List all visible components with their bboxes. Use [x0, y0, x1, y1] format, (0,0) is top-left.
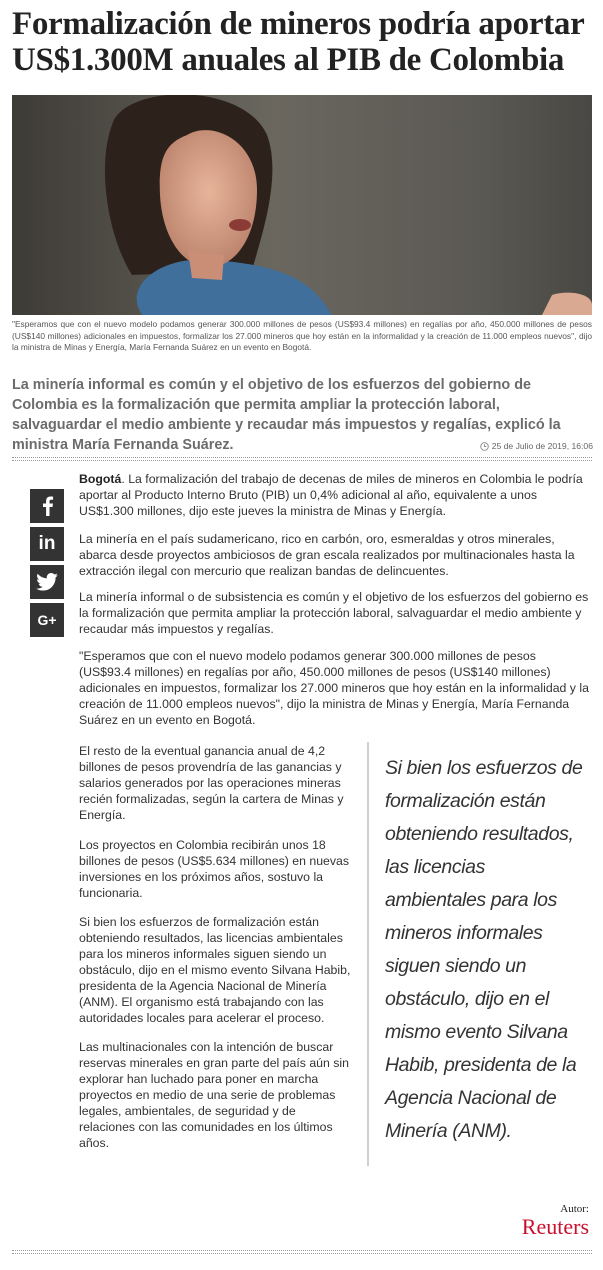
pull-quote: Si bien los esfuerzos de formalización están obteniendo resultados, las licencias ambientales para los mineros informales siguen siendo un obstáculo, dijo en el mismo evento Silvana Habib, presidenta de la Agencia Nacional de Minería (ANM).	[385, 757, 583, 1142]
article-paragraph-7: Si bien los esfuerzos de formalización están obteniendo resultados, las licencias ambientales para los mineros informales siguen siendo un obstáculo, dijo en el mismo evento Silvana Habib, presidenta de la Agencia Nacional de Minería (ANM). El organismo está trabajando con las autoridades locales para acelerar el proceso.	[79, 915, 351, 1025]
photo-caption: "Esperamos que con el nuevo modelo podamos generar 300.000 millones de pesos (US$93.4 millones) en regalías por año, 450.000 millones de pesos (US$140 millones) adicionales en impuestos, formalizar los 27.000 mineros que hoy están en la informalidad y la creación de 11.000 empleos nuevos", dijo la ministra de Minas y Energía, María Fernanda Suárez en un evento en Bogotá.	[12, 319, 592, 353]
googleplus-icon: G+	[37, 612, 57, 628]
publish-date	[480, 441, 593, 451]
article-paragraph-2: La minería en el país sudamericano, rico en carbón, oro, esmeraldas y otros minerales, abarca desde proyectos ambiciosos de gran escala realizados por multinacionales hasta la extracción ilegal con mercurio que realizan bandas de delincuentes.	[79, 532, 575, 578]
article-paragraph-3: La minería informal o de subsistencia es común y el objetivo de los esfuerzos del gobierno es la formalización que permita ampliar la protección laboral, salvaguardar el medio ambiente y recaudar más impuestos y regalías.	[79, 590, 589, 636]
paragraph-1-text: . La formalización del trabajo de decenas de miles de mineros en Colombia le podría aportar al Producto Interno Bruto (PIB) un 0,4% adicional al año, equivalente a unos US$1.300 millones, dijo este jueves la ministra de Minas y Energía.	[79, 472, 583, 518]
article-paragraph-1	[79, 471, 591, 519]
author-name: Reuters	[521, 1214, 589, 1239]
paragraph-dateline: Bogotá	[79, 472, 122, 486]
facebook-icon	[39, 496, 55, 516]
twitter-share-button[interactable]	[30, 565, 64, 599]
googleplus-share-button[interactable]	[30, 603, 64, 637]
article-headline: Formalización de mineros podría aportar US$1.300M anuales al PIB de Colombia	[12, 6, 584, 78]
pull-quote-rule	[367, 742, 369, 1166]
linkedin-icon: in	[38, 533, 56, 554]
twitter-icon	[36, 573, 58, 591]
clock-icon	[480, 442, 489, 451]
article-paragraph-5: El resto de la eventual ganancia anual de 4,2 billones de pesos provendría de las ganancias y salarios generados por las operaciones mineras recién formalizadas, según la cartera de Minas y Energía.	[79, 744, 344, 822]
article-lead: La minería informal es común y el objetivo de los esfuerzos del gobierno de Colombia es la formalización que permita ampliar la protección laboral, salvaguardar el medio ambiente y recaudar más impuestos y regalías, explicó la ministra María Fernanda Suárez.	[12, 377, 561, 453]
linkedin-share-button[interactable]	[30, 527, 64, 561]
photo-illustration	[12, 95, 592, 315]
author-label: Autor:	[560, 1203, 589, 1215]
article-paragraph-6: Los proyectos en Colombia recibirán unos 18 billones de pesos (US$5.634 millones) en nuevas inversiones en los próximos años, sostuvo la funcionaria.	[79, 838, 350, 900]
publish-date-text: 25 de Julio de 2019, 16:06	[491, 441, 593, 451]
facebook-share-button[interactable]	[30, 489, 64, 523]
article-photo	[12, 95, 592, 315]
bottom-divider	[12, 1250, 592, 1254]
article-paragraph-4: "Esperamos que con el nuevo modelo podamos generar 300.000 millones de pesos (US$93.4 millones) en regalías por año, 450.000 millones de pesos (US$140 millones) adicionales en impuestos, formalizar los 27.000 mineros que hoy están en la informalidad y la creación de 11.000 empleos nuevos", dijo la ministra de Minas y Energía, María Fernanda Suárez en un evento en Bogotá.	[79, 649, 589, 727]
top-divider	[12, 457, 592, 461]
article-paragraph-8: Las multinacionales con la intención de buscar reservas minerales en gran parte del país aún sin explorar han luchado para poner en marcha proyectos en medio de una serie de problemas legales, ambientales, de seguridad y de relaciones con las comunidades en los últimos años.	[79, 1040, 349, 1150]
